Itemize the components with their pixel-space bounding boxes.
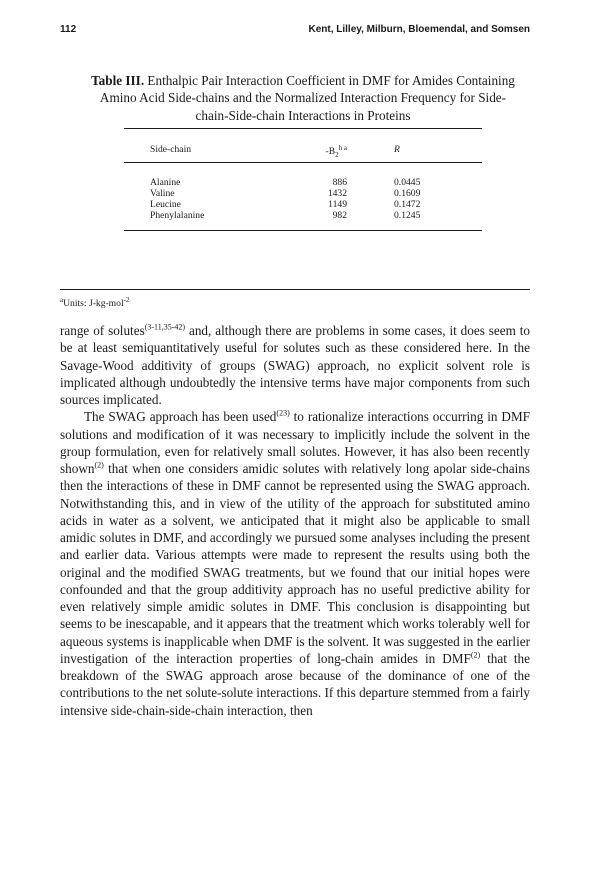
table-row-name: Leucine — [150, 199, 181, 210]
table-row-b: 982 — [332, 210, 347, 221]
table-row-name: Phenylalanine — [150, 210, 205, 221]
page-header — [60, 24, 530, 38]
table-row-b: 1432 — [327, 188, 347, 199]
table-row-b: 1149 — [328, 199, 347, 210]
column-header-enthalpic-coefficient: $-B_2^{h a}$ — [325, 144, 347, 160]
table-label: Table III. — [91, 73, 145, 88]
running-head: Kent, Lilley, Milburn, Bloemendal, and Somsen — [308, 24, 530, 35]
table-caption — [88, 72, 518, 124]
table-header-rule — [124, 162, 482, 163]
body-text — [60, 322, 530, 719]
table-row-b: 886 — [332, 177, 347, 188]
table-caption-text: Enthalpic Pair Interaction Coefficient in DMF for Amides Containing Amino Acid Side-chains and the Normalized Interaction Frequency for Side-chain-Side-chain Interactions in Proteins — [99, 73, 515, 123]
footnote-rule — [60, 289, 530, 290]
table-footnote: $^a$Units: J-kg-mol$^{-2}$ — [60, 296, 130, 310]
table-row-r: 0.0445 — [394, 177, 421, 188]
table-bottom-rule — [124, 230, 482, 231]
column-header-r: R — [394, 144, 400, 155]
table-row-r: 0.1609 — [394, 188, 421, 199]
paragraph: range of solutes$^{(3-11,35-42)}$ and, although there are problems in some cases, it does seem to be at least semiquantitatively useful for solutes such as these considered here. In the Savage-Wood additivity of groups (SWAG) approach, no explicit solvent role is implicated although undoubtedly the intensive terms have major components from such sources implicated. — [60, 322, 531, 407]
table-row-r: 0.1245 — [394, 210, 421, 221]
table-top-rule — [124, 128, 482, 129]
table-row-r: 0.1472 — [394, 199, 421, 210]
page-number: 112 — [60, 24, 77, 35]
paragraph: The SWAG approach has been used$^{(23)}$ to rationalize interactions occurring in DMF solutions and modification of it was necessary to implicitly include the solvent in the group formulation, even for relatively small solutes. However, it has also been recently shown$^{(2)}$ that when one considers amidic solutes with relatively long apolar side-chains then the interactions of these in DMF cannot be represented using the SWAG approach. Notwithstanding this, and in view of the utility of the approach for substituted amino acids in water as a solvent, we anticipated that it might also be applicable to small amidic solutes in DMF, and accordingly we pursued some analyses including the present and earlier data. Various attempts were made to represent the results using both the original and the modified SWAG treatments, but we found that our initial hopes were confounded and that the group additivity approach has no useful predictive ability for even relatively simple amidic solutes in DMF. This conclusion is disappointing but seems to be inescapable, and it appears that the treatment which works tolerably well for aqueous systems is inapplicable when DMF is the solvent. It was suggested in the earlier investigation of the interaction properties of long-chain amides in DMF$^{(2)}$ that the breakdown of the SWAG approach arose because of the dominance of one of the contributions to the net solute-solute interactions. If this departure stemmed from a fairly intensive side-chain-side-chain interaction, then — [60, 408, 531, 718]
table-row-name: Valine — [150, 188, 175, 199]
table-row-name: Alanine — [150, 177, 181, 188]
column-header-side-chain: Side-chain — [150, 144, 192, 155]
